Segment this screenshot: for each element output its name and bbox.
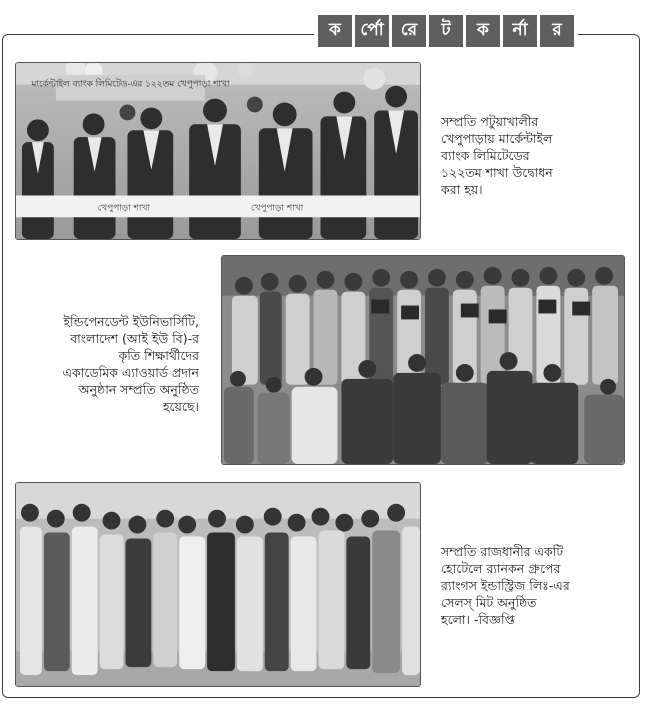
bank-branch-inauguration-photo bbox=[15, 62, 421, 240]
title-letter: র bbox=[540, 15, 574, 47]
caption-sales-meet: সম্প্রতি রাজধানীর একটি হোটেলে র‌্যানকন গ্রুপের র‌্যাংগস ইন্ডাস্ট্রিজ লিঃ-এর সেলস্ মিট অনুষ্ঠিত হলো। -বিজ্ঞপ্তি bbox=[441, 544, 570, 627]
caption-iub-award: ইন্ডিপেনডেন্ট ইউনিভার্সিটি, বাংলাদেশ (আই ইউ বি)-র কৃতি শিক্ষার্থীদের একাডেমিক এ্যাওয়ার্ড প্রদান অনুষ্ঠান সম্প্রতি অনুষ্ঠিত হয়েছে। bbox=[62, 314, 199, 414]
caption-bank-branch: সম্প্রতি পটুয়াখালীর খেপুপাড়ায় মার্কেন্টাইল ব্যাংক লিমিটেডের ১২২তম শাখা উদ্বোধন করা হয়। bbox=[441, 114, 553, 197]
title-letter: রে bbox=[392, 15, 426, 47]
iub-award-ceremony-photo bbox=[221, 255, 625, 465]
previous-article-cutoff bbox=[0, 0, 648, 8]
title-letter: র্পো bbox=[355, 15, 389, 47]
title-letter: ক bbox=[466, 15, 500, 47]
ribbon-text-right: খেপুপাড়া শাখা bbox=[250, 203, 304, 214]
title-letter: র্না bbox=[503, 15, 537, 47]
section-title bbox=[314, 15, 578, 47]
title-letter: ট bbox=[429, 15, 463, 47]
sales-meet-group-photo bbox=[15, 482, 421, 687]
banner-text: মার্কেন্টাইল ব্যাংক লিমিটেড-এর ১২২তম খেপুপাড়া শাখা bbox=[31, 79, 230, 90]
ribbon-text-left: খেপুপাড়া শাখা bbox=[97, 203, 150, 214]
title-letter: ক bbox=[318, 15, 352, 47]
